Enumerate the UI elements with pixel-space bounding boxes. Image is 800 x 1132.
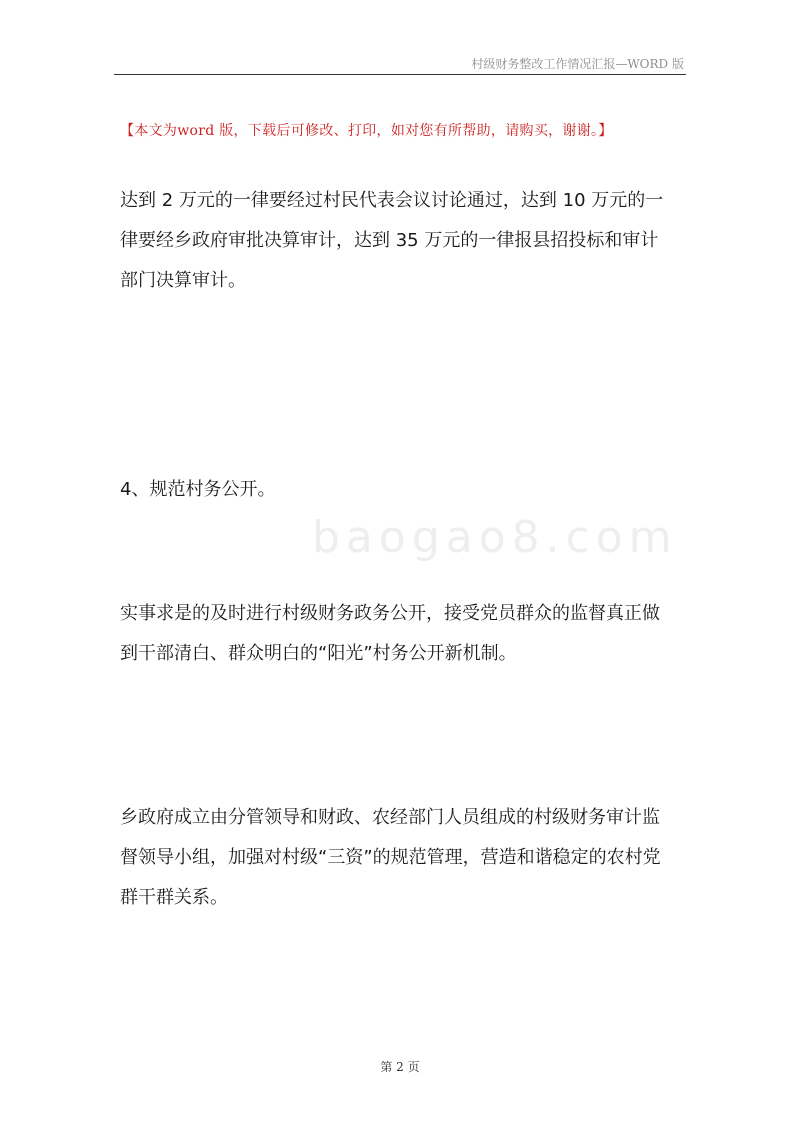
paragraph-line: 群干群关系。: [120, 887, 228, 908]
page-number: 第 2 页: [380, 1060, 420, 1074]
section-heading-text: 4、规范村务公开。: [120, 479, 276, 500]
paragraph-line: 达到 2 万元的一律要经过村民代表会议讨论通过，达到 10 万元的一: [120, 190, 664, 211]
paragraph-audit-group: [120, 798, 690, 918]
purchase-notice: 【本文为word 版，下载后可修改、打印，如对您有所帮助，请购买，谢谢。】: [120, 123, 613, 139]
paragraph-line: 律要经乡政府审批决算审计，达到 35 万元的一律报县招投标和审计: [120, 230, 659, 251]
paragraph-line: 到干部清白、群众明白的“阳光”村务公开新机制。: [120, 643, 517, 664]
paragraph-line: 实事求是的及时进行村级财务政务公开，接受党员群众的监督真正做: [120, 603, 660, 624]
header-divider: [114, 74, 686, 75]
paragraph-line: 督领导小组，加强对村级“三资”的规范管理，营造和谐稳定的农村党: [120, 847, 661, 868]
paragraph-line: 乡政府成立由分管领导和财政、农经部门人员组成的村级财务审计监: [120, 807, 660, 828]
paragraph-approval-thresholds: [120, 181, 690, 301]
paragraph-disclosure: [120, 594, 690, 674]
section-heading-village-affairs: [120, 470, 690, 510]
paragraph-line: 部门决算审计。: [120, 270, 246, 291]
watermark-text: baogao8.com: [312, 512, 678, 563]
running-header-title: 村级财务整改工作情况汇报—WORD 版: [471, 57, 684, 71]
